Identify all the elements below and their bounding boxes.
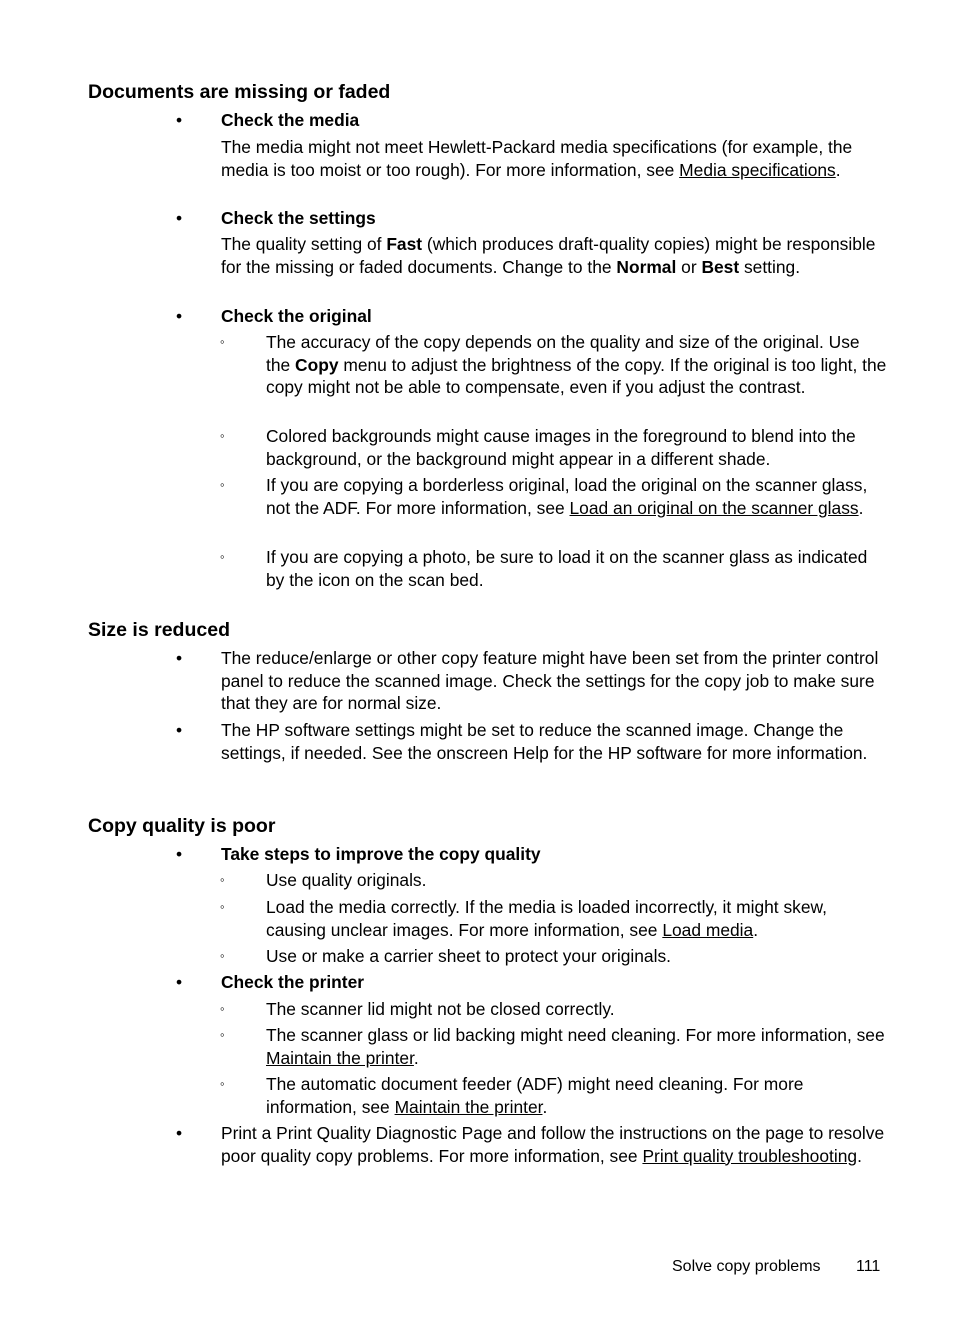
sub-bullet: ◦ — [220, 1076, 225, 1091]
sub-item-quality-originals: ◦ Use quality originals. — [220, 870, 427, 890]
item-heading: Take steps to improve the copy quality — [221, 844, 541, 864]
link-load-original-scanner-glass[interactable]: Load an original on the scanner glass — [569, 497, 859, 518]
item-heading: Check the printer — [221, 972, 365, 992]
sub-bullet: ◦ — [220, 899, 225, 914]
item-heading: Check the settings — [221, 208, 376, 228]
sub-bullet: ◦ — [220, 1001, 225, 1016]
item-heading: Check the original — [221, 306, 372, 326]
paragraph-media: The media might not meet Hewlett-Packard media specifications (for example, the media is too moist or too rough). For more information, see Media specifications. — [221, 137, 853, 180]
bullet: • — [176, 1123, 183, 1143]
footer-section-title: Solve copy problems — [672, 1258, 821, 1275]
sub-item-accuracy: ◦ The accuracy of the copy depends on the quality and size of the original. Use the Copy menu to adjust the brightness of the copy. If the original is too light, the copy might not be able to compensate, even if you adjust the contrast. — [220, 332, 887, 397]
link-media-specifications[interactable]: Media specifications — [679, 159, 836, 180]
list-item-check-printer — [176, 971, 889, 994]
paragraph-settings: The quality setting of Fast (which produces draft-quality copies) might be responsible for the missing or faded documents. Change to the Normal or Best setting. — [221, 234, 876, 277]
bullet: • — [176, 972, 183, 992]
bullet: • — [176, 208, 183, 228]
sub-bullet: ◦ — [220, 948, 225, 963]
sub-item-scanner-glass-cleaning: ◦ The scanner glass or lid backing might need cleaning. For more information, see Maintain the printer. — [220, 1025, 885, 1068]
list-item-check-settings — [176, 207, 889, 230]
list-item-take-steps — [176, 843, 889, 866]
bullet: • — [176, 720, 183, 740]
link-maintain-printer[interactable]: Maintain the printer — [266, 1047, 414, 1068]
sub-bullet: ◦ — [220, 549, 225, 564]
heading-size-reduced: Size is reduced — [88, 619, 230, 641]
sub-item-photo: ◦ If you are copying a photo, be sure to load it on the scanner glass as indicated by the icon on the scan bed. — [220, 547, 868, 590]
sub-item-adf-cleaning: ◦ The automatic document feeder (ADF) might need cleaning. For more information, see Maintain the printer. — [220, 1074, 804, 1117]
bullet: • — [176, 844, 183, 864]
link-print-quality-troubleshooting[interactable]: Print quality troubleshooting — [642, 1145, 858, 1166]
sub-item-borderless: ◦ If you are copying a borderless original, load the original on the scanner glass, not the ADF. For more information, see Load an original on the scanner glass. — [220, 475, 868, 518]
bullet: • — [176, 110, 183, 130]
sub-item-load-media-correctly: ◦ Load the media correctly. If the media is loaded incorrectly, it might skew, causing unclear images. For more information, see Load media. — [220, 897, 827, 940]
list-item-hp-software: • The HP software settings might be set to reduce the scanned image. Change the settings, if needed. See the onscreen Help for the HP software for more information. — [176, 720, 868, 763]
sub-bullet: ◦ — [220, 1027, 225, 1042]
sub-bullet: ◦ — [220, 334, 225, 349]
list-item-check-original — [176, 305, 889, 328]
page-number: 111 — [856, 1258, 881, 1275]
sub-item-colored-backgrounds: ◦ Colored backgrounds might cause images in the foreground to blend into the background, or the background might appear in a different shade. — [220, 426, 856, 469]
sub-item-carrier-sheet: ◦ Use or make a carrier sheet to protect your originals. — [220, 946, 671, 966]
list-item-reduce-enlarge: • The reduce/enlarge or other copy feature might have been set from the printer control panel to reduce the scanned image. Check the settings for the copy job to make sure that they are for normal size. — [176, 648, 879, 713]
heading-documents-missing: Documents are missing or faded — [88, 81, 391, 103]
list-item-check-media — [176, 109, 889, 132]
list-item-diagnostic-page: • Print a Print Quality Diagnostic Page and follow the instructions on the page to resolve poor quality copy problems. For more information, see Print quality troubleshooting. — [176, 1123, 885, 1166]
link-maintain-printer[interactable]: Maintain the printer — [394, 1096, 543, 1117]
link-load-media[interactable]: Load media — [662, 919, 754, 940]
item-heading: Check the media — [221, 110, 360, 130]
sub-bullet: ◦ — [220, 872, 225, 887]
sub-item-scanner-lid: ◦ The scanner lid might not be closed correctly. — [220, 999, 615, 1019]
bullet: • — [176, 648, 183, 668]
heading-copy-quality-poor: Copy quality is poor — [88, 815, 276, 837]
sub-bullet: ◦ — [220, 428, 225, 443]
bullet: • — [176, 306, 183, 326]
sub-bullet: ◦ — [220, 477, 225, 492]
